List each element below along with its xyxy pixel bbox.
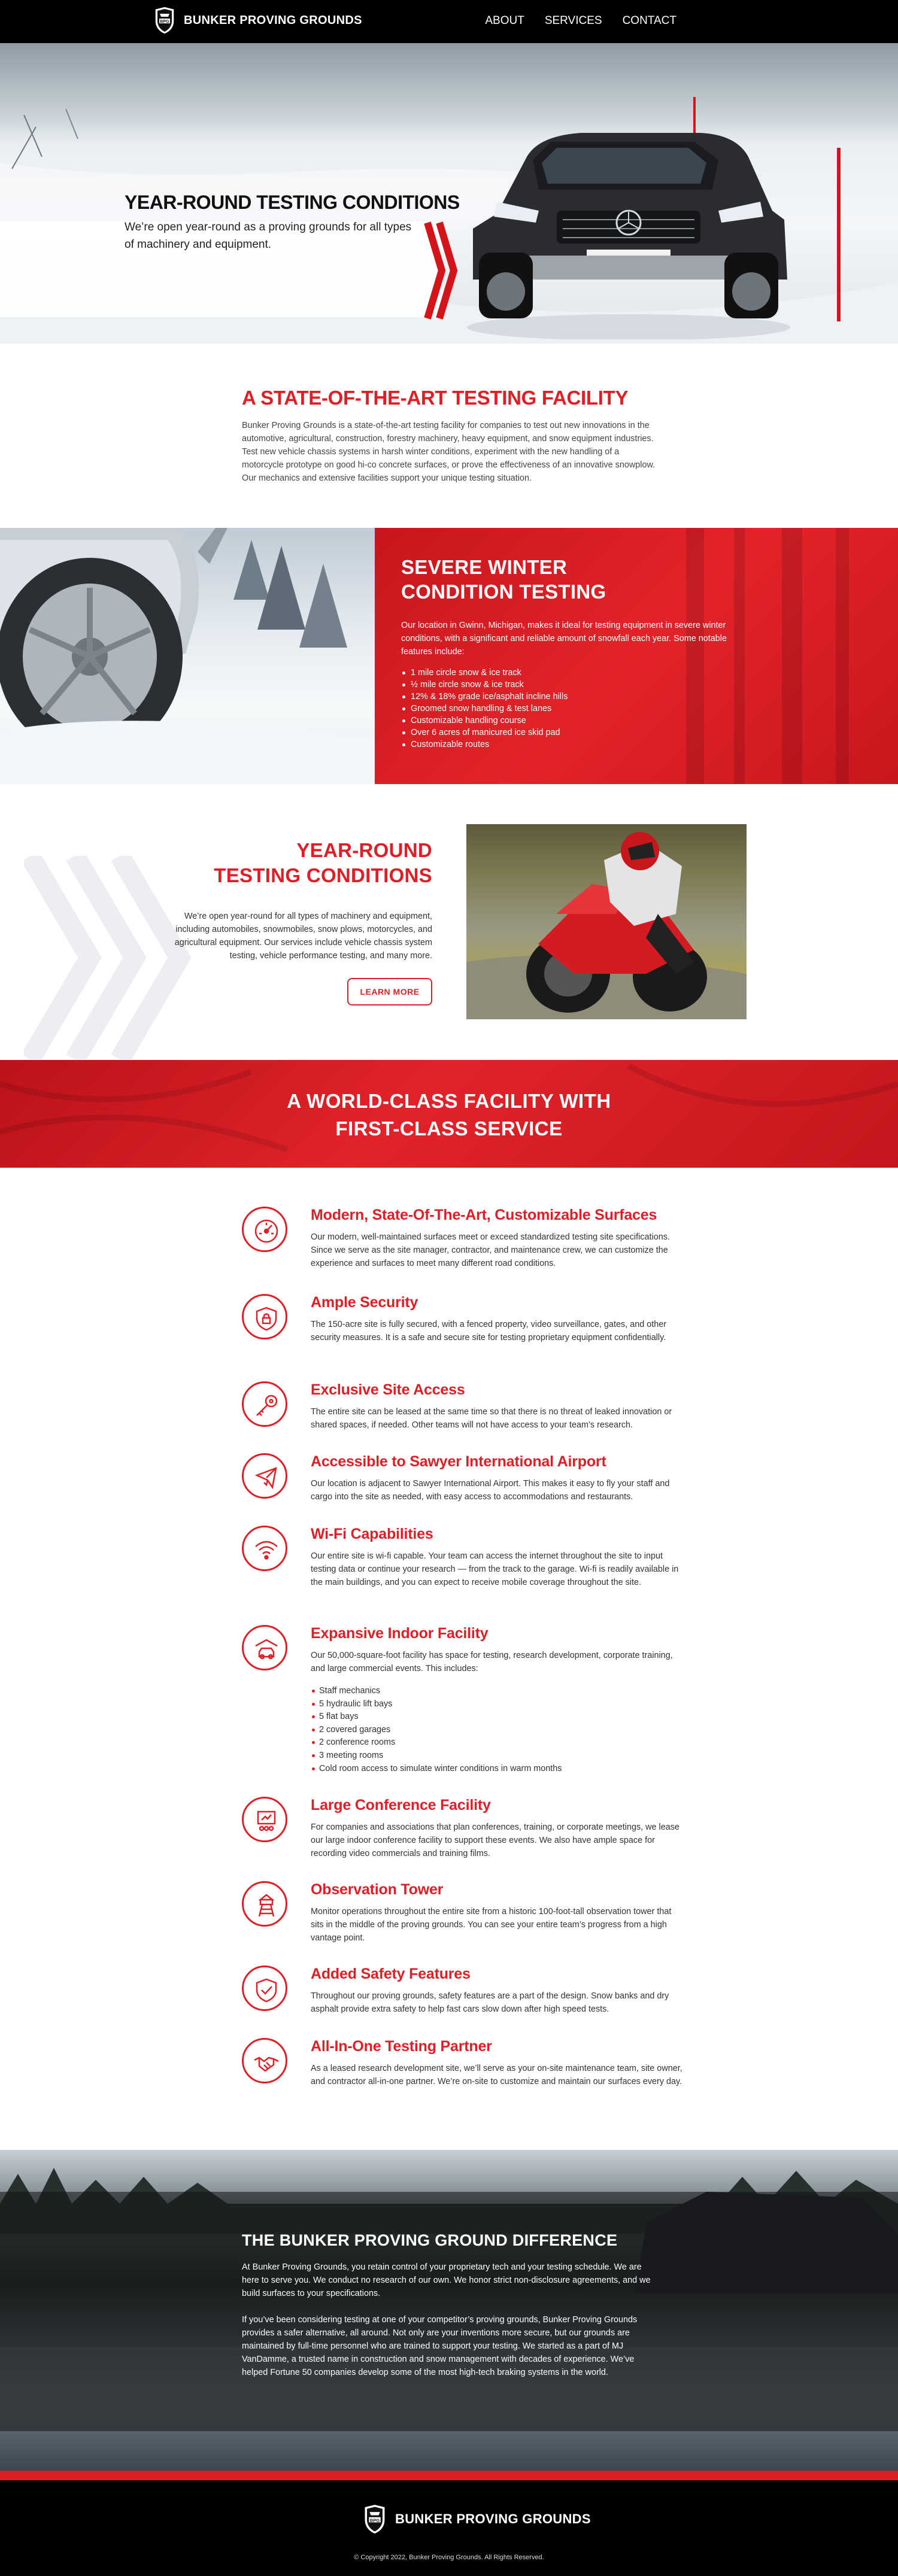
nav-contact[interactable]: CONTACT xyxy=(622,14,676,27)
indoor-facility-list xyxy=(311,1685,684,1775)
hero-banner xyxy=(0,43,898,344)
difference-text-overlay xyxy=(0,2192,898,2431)
feature-title: Large Conference Facility xyxy=(311,1797,491,1813)
facility-description: Bunker Proving Grounds is a state-of-the-art testing facility for companies to test out new innovations in the automotive, agricultural, construction, forestry machinery, heavy equipment, and snow equipment industries. Test new vehicle chassis systems in harsh winter conditions, experiment with the new handling of a motorcycle prototype on good hi-co concrete surfaces, or prove the effectiveness of an innovative snowplow. Our mechanics and extensive facilities support your unique testing situation. xyxy=(242,421,656,483)
winter-features-list xyxy=(401,667,736,751)
top-nav-bar xyxy=(0,0,898,43)
list-item: Groomed snow handling & test lanes xyxy=(401,703,736,715)
list-item: 3 meeting rooms xyxy=(311,1749,684,1763)
feature-description: Monitor operations throughout the entire site from a historic 100-foot-tall observation tower that sits in the middle of the proving grounds. You can see your entire team’s progress from a high vantage point. xyxy=(311,1907,672,1943)
year-round-heading-line2: TESTING CONDITIONS xyxy=(214,864,432,886)
list-item: 2 conference rooms xyxy=(311,1736,684,1749)
red-marker-pole xyxy=(837,148,841,321)
feature-description: Throughout our proving grounds, safety features are a part of the design. Snow banks and dry asphalt provide extra safety to help fast cars slow down after high speed tests. xyxy=(311,1991,669,2014)
feature-description: Our modern, well-maintained surfaces meet or exceed standardized testing site specifications. Since we serve as the site manager, contractor, and maintenance crew, we can customize the experience and surfaces to meet many different road conditions. xyxy=(311,1232,670,1268)
feature-title: Accessible to Sawyer International Airport xyxy=(311,1453,606,1470)
footer-logo[interactable] xyxy=(362,2503,591,2535)
feature-description: For companies and associations that plan conferences, training, or corporate meetings, we lease our large indoor conference facility to support these events. We also have ample space for recording video commercials and training films. xyxy=(311,1822,679,1858)
svg-text:BPG: BPG xyxy=(369,2517,380,2523)
feature-observation-tower xyxy=(242,1881,685,1947)
suv-car-image xyxy=(461,100,796,339)
hero-title: YEAR-ROUND TESTING CONDITIONS xyxy=(125,192,460,213)
winter-heading: SEVERE WINTER CONDITION TESTING xyxy=(401,556,606,603)
gauge-icon xyxy=(242,1207,287,1252)
feature-safety xyxy=(242,1966,685,2025)
world-class-heading-line1: A WORLD-CLASS FACILITY WITH xyxy=(287,1090,611,1112)
key-icon xyxy=(242,1381,287,1427)
feature-site-access xyxy=(242,1381,685,1441)
feature-title: Modern, State-Of-The-Art, Customizable Surfaces xyxy=(311,1207,657,1223)
list-item: Customizable routes xyxy=(401,739,736,751)
list-item: Cold room access to simulate winter conditions in warm months xyxy=(311,1763,684,1776)
feature-description xyxy=(311,1649,684,1775)
list-item: 12% & 18% grade ice/asphalt incline hills xyxy=(401,691,736,703)
feature-description: Our entire site is wi-fi capable. Your team can access the internet throughout the site to input testing data or continue your research — from the track to the garage. Wi-fi is readily available in the main buildings, and you can expect to receive mobile coverage throughout the site. xyxy=(311,1551,679,1587)
feature-title: Exclusive Site Access xyxy=(311,1381,465,1398)
feature-title: Added Safety Features xyxy=(311,1966,471,1982)
year-round-heading xyxy=(135,838,432,888)
list-item: ½ mile circle snow & ice track xyxy=(401,679,736,691)
nav-services[interactable]: SERVICES xyxy=(544,14,602,27)
list-item: 5 hydraulic lift bays xyxy=(311,1698,684,1711)
year-round-description: We’re open year-round for all types of machinery and equipment, including automobiles, snowmobiles, snow plows, motorcycles, and agricultural equipment. Our services include vehicle chassis system testing, vehicle performance testing, and many more. xyxy=(174,912,432,961)
wifi-icon xyxy=(242,1526,287,1571)
feature-security xyxy=(242,1294,685,1366)
feature-description: Our location is adjacent to Sawyer International Airport. This makes it easy to fly your staff and cargo into the site as needed, with easy access to accommodations and restaurants. xyxy=(311,1479,670,1502)
shield-check-icon xyxy=(242,1966,287,2011)
feature-title: Observation Tower xyxy=(311,1881,444,1898)
feature-title: Expansive Indoor Facility xyxy=(311,1625,489,1642)
garage-car-icon xyxy=(242,1625,287,1670)
winter-description: Our location in Gwinn, Michigan, makes it ideal for testing equipment in severe winter conditions, with a significant and reliable amount of snowfall each year. Some notable features include: xyxy=(401,621,727,657)
feature-title: Ample Security xyxy=(311,1294,418,1311)
list-item: 1 mile circle snow & ice track xyxy=(401,667,736,679)
difference-section xyxy=(0,2150,898,2471)
feature-title: Wi-Fi Capabilities xyxy=(311,1526,433,1542)
feature-indoor-facility xyxy=(242,1625,685,1787)
red-chevrons-decoration xyxy=(424,217,460,324)
world-class-heading-line2: FIRST-CLASS SERVICE xyxy=(335,1117,563,1140)
year-round-heading-line1: YEAR-ROUND xyxy=(296,839,432,861)
airplane-icon xyxy=(242,1453,287,1499)
feature-description: The 150-acre site is fully secured, with a fenced property, video surveillance, gates, and other security measures. It is a safe and secure site for testing proprietary equipment confidentially. xyxy=(311,1320,667,1342)
nav-about[interactable]: ABOUT xyxy=(485,14,524,27)
footer-red-strip xyxy=(0,2471,898,2480)
difference-heading: THE BUNKER PROVING GROUND DIFFERENCE xyxy=(242,2231,618,2249)
winter-testing-section xyxy=(0,528,898,784)
footer-brand: BUNKER PROVING GROUNDS xyxy=(395,2511,591,2526)
feature-description: As a leased research development site, we’ll serve as your on-site maintenance team, site owner, and contractor all-in-one partner. We’re on-site to customize and maintain our surfaces every day. xyxy=(311,2064,682,2086)
feature-title: All-In-One Testing Partner xyxy=(311,2038,492,2055)
snowy-tire-image xyxy=(0,528,375,784)
difference-paragraph-1: At Bunker Proving Grounds, you retain control of your proprietary tech and your testing schedule. We are here to serve you. We conduct no research of our own. We honor strict non-disclosure agreements, and we build surfaces to your specifications. xyxy=(242,2262,651,2298)
handshake-icon xyxy=(242,2038,287,2083)
feature-surfaces xyxy=(242,1207,685,1278)
facility-heading: A STATE-OF-THE-ART TESTING FACILITY xyxy=(242,387,629,409)
list-item: Over 6 acres of manicured ice skid pad xyxy=(401,727,736,739)
tower-icon xyxy=(242,1881,287,1927)
feature-airport xyxy=(242,1453,685,1513)
feature-wifi xyxy=(242,1526,685,1609)
site-title: BUNKER PROVING GROUNDS xyxy=(184,13,362,27)
shield-logo-icon xyxy=(153,5,177,35)
difference-paragraph-2: If you’ve been considering testing at one of your competitor’s proving grounds, Bunker Proving Grounds provides a safer alternative, all around. Not only are your inventions more secure, but our grounds are maintained by full-time personnel who are trained to support your testing. We started as a part of MJ VanDamme, a trusted name in construction and snow management with decades of experience. We’ve helped Fortune 50 companies develop some of the most high-tech braking systems in the world. xyxy=(242,2315,638,2377)
motorcycle-image xyxy=(466,824,747,1019)
list-item: 2 covered garages xyxy=(311,1724,684,1737)
presentation-icon xyxy=(242,1797,287,1842)
svg-text:BPG: BPG xyxy=(160,20,169,24)
feature-conference xyxy=(242,1797,685,1869)
list-item: Customizable handling course xyxy=(401,715,736,727)
hero-subtitle: We’re open year-round as a proving grounds for all types of machinery and equipment. xyxy=(125,221,412,251)
feature-description: The entire site can be leased at the same time so that there is no threat of leaked innovation or shared spaces, if needed. Other teams will not have access to your team’s research. xyxy=(311,1407,672,1430)
security-shield-icon xyxy=(242,1294,287,1339)
list-item: Staff mechanics xyxy=(311,1685,684,1698)
site-logo[interactable] xyxy=(153,5,362,35)
list-item: 5 flat bays xyxy=(311,1711,684,1724)
feature-testing-partner xyxy=(242,2038,685,2110)
learn-more-button[interactable]: LEARN MORE xyxy=(347,978,432,1006)
world-class-heading xyxy=(0,1087,898,1143)
shield-logo-icon xyxy=(362,2503,388,2535)
copyright-text: © Copyright 2022, Bunker Proving Grounds. All Rights Reserved. xyxy=(354,2554,544,2561)
feature-description-text: Our 50,000-square-foot facility has space for testing, research development, corporate training, and large commercial events. This includes: xyxy=(311,1651,673,1673)
